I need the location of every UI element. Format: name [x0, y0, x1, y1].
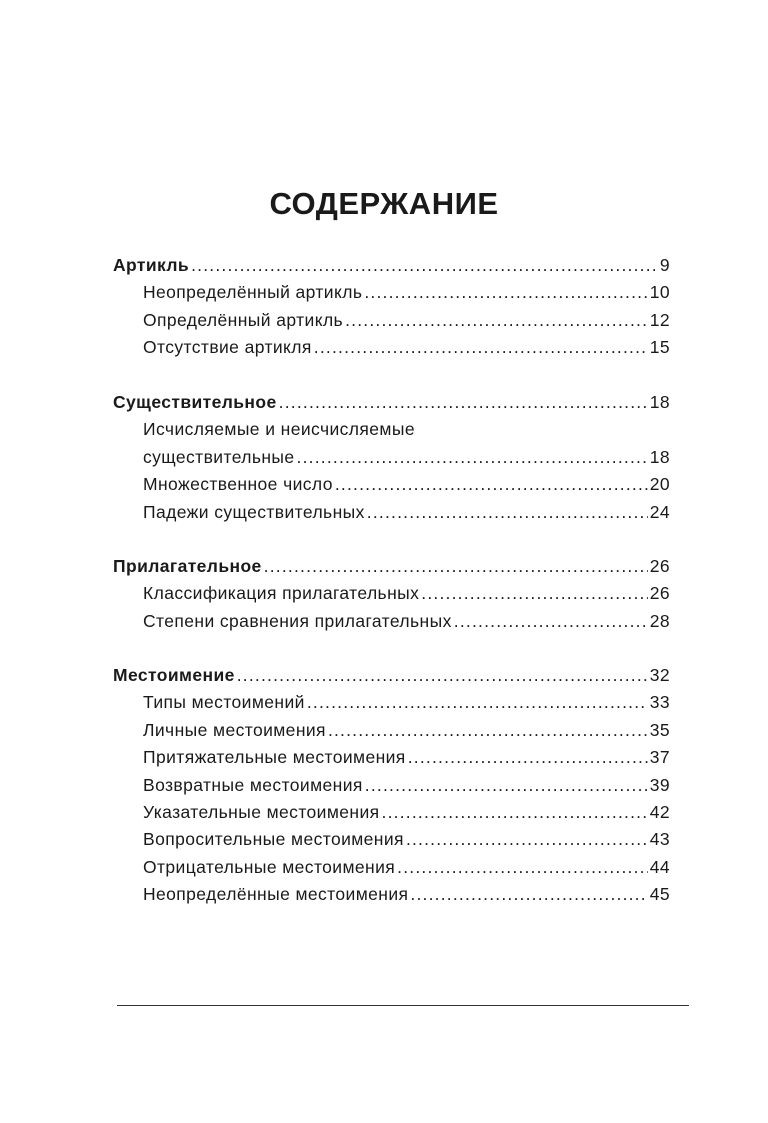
- toc-entry[interactable]: [113, 717, 670, 744]
- entry-title: Притяжательные местоимения: [143, 747, 406, 768]
- entry-title: существительные: [143, 446, 295, 467]
- toc-section: [113, 389, 670, 526]
- entry-title: Множественное число: [143, 474, 333, 495]
- page-number: 42: [649, 801, 670, 822]
- page-number: 18: [649, 392, 670, 412]
- toc-entry[interactable]: [113, 854, 670, 881]
- page-number: 33: [649, 692, 670, 713]
- toc-entry[interactable]: [113, 444, 670, 471]
- entry-title: Отрицательные местоимения: [143, 856, 396, 877]
- toc-entry[interactable]: [113, 471, 670, 498]
- dot-leader: [421, 580, 647, 607]
- toc-entry[interactable]: [113, 499, 670, 526]
- toc-entry[interactable]: [113, 580, 670, 607]
- toc-entry[interactable]: [113, 689, 670, 716]
- page-number: 26: [649, 583, 670, 604]
- page-number: 28: [649, 610, 670, 631]
- dot-leader: [364, 279, 647, 306]
- toc-entry[interactable]: [113, 416, 670, 443]
- toc-entry[interactable]: [113, 307, 670, 334]
- toc-entry[interactable]: [113, 772, 670, 799]
- page-number: 15: [649, 337, 670, 358]
- entry-title: Личные местоимения: [143, 719, 326, 740]
- dot-leader: [264, 553, 648, 580]
- toc-entry[interactable]: [113, 744, 670, 771]
- dot-leader: [335, 471, 648, 498]
- page-number: 45: [649, 884, 670, 905]
- toc-section-heading[interactable]: [113, 389, 670, 416]
- dot-leader: [191, 252, 658, 279]
- footer-divider: [117, 1005, 689, 1006]
- page-number: 37: [649, 747, 670, 768]
- section-title: Артикль: [113, 255, 190, 275]
- toc-entry[interactable]: [113, 334, 670, 361]
- page-number: 10: [649, 282, 670, 303]
- dot-leader: [408, 744, 648, 771]
- entry-title: Указательные местоимения: [143, 801, 380, 822]
- toc-section: [113, 662, 670, 909]
- dot-leader: [314, 334, 648, 361]
- entry-title: Падежи существительных: [143, 501, 365, 522]
- dot-leader: [367, 499, 648, 526]
- page-number: 9: [659, 255, 670, 275]
- dot-leader: [307, 689, 648, 716]
- page-number: 44: [649, 856, 670, 877]
- page-number: 24: [649, 501, 670, 522]
- entry-title: Неопределённый артикль: [143, 282, 363, 303]
- page-number: 32: [649, 665, 670, 685]
- dot-leader: [410, 881, 647, 908]
- dot-leader: [382, 799, 648, 826]
- page-number: 12: [649, 309, 670, 330]
- toc-entry[interactable]: [113, 608, 670, 635]
- entry-title: Неопределённые местоимения: [143, 884, 409, 905]
- page-number: 20: [649, 474, 670, 495]
- dot-leader: [397, 854, 648, 881]
- dot-leader: [454, 608, 648, 635]
- dot-leader: [279, 389, 648, 416]
- toc-section-heading[interactable]: [113, 553, 670, 580]
- section-title: Местоимение: [113, 665, 235, 685]
- entry-title: Отсутствие артикля: [143, 337, 312, 358]
- dot-leader: [297, 444, 648, 471]
- entry-title: Возвратные местоимения: [143, 774, 363, 795]
- dot-leader: [345, 307, 648, 334]
- dot-leader: [237, 662, 648, 689]
- page-number: 39: [649, 774, 670, 795]
- entry-title: Степени сравнения прилагательных: [143, 610, 452, 631]
- page-title: СОДЕРЖАНИЕ: [269, 186, 499, 221]
- entry-title: Вопросительные местоимения: [143, 829, 404, 850]
- page-number: 18: [649, 446, 670, 467]
- dot-leader: [406, 826, 648, 853]
- toc-entry[interactable]: [113, 826, 670, 853]
- toc-entry[interactable]: [113, 799, 670, 826]
- section-title: Прилагательное: [113, 556, 262, 576]
- page-number: 26: [649, 556, 670, 576]
- entry-title: Типы местоимений: [143, 692, 305, 713]
- toc-entry[interactable]: [113, 881, 670, 908]
- entry-title: Классификация прилагательных: [143, 583, 420, 604]
- dot-leader: [365, 772, 648, 799]
- entry-title: Исчисляемые и неисчисляемые: [143, 419, 415, 440]
- section-title: Существительное: [113, 392, 277, 412]
- toc-section-heading[interactable]: [113, 252, 670, 279]
- toc-section: [113, 553, 670, 635]
- page-number: 35: [649, 719, 670, 740]
- page-number: 43: [649, 829, 670, 850]
- toc-entry[interactable]: [113, 279, 670, 306]
- toc-section-heading[interactable]: [113, 662, 670, 689]
- toc-section: [113, 252, 670, 362]
- dot-leader: [328, 717, 648, 744]
- entry-title: Определённый артикль: [143, 309, 344, 330]
